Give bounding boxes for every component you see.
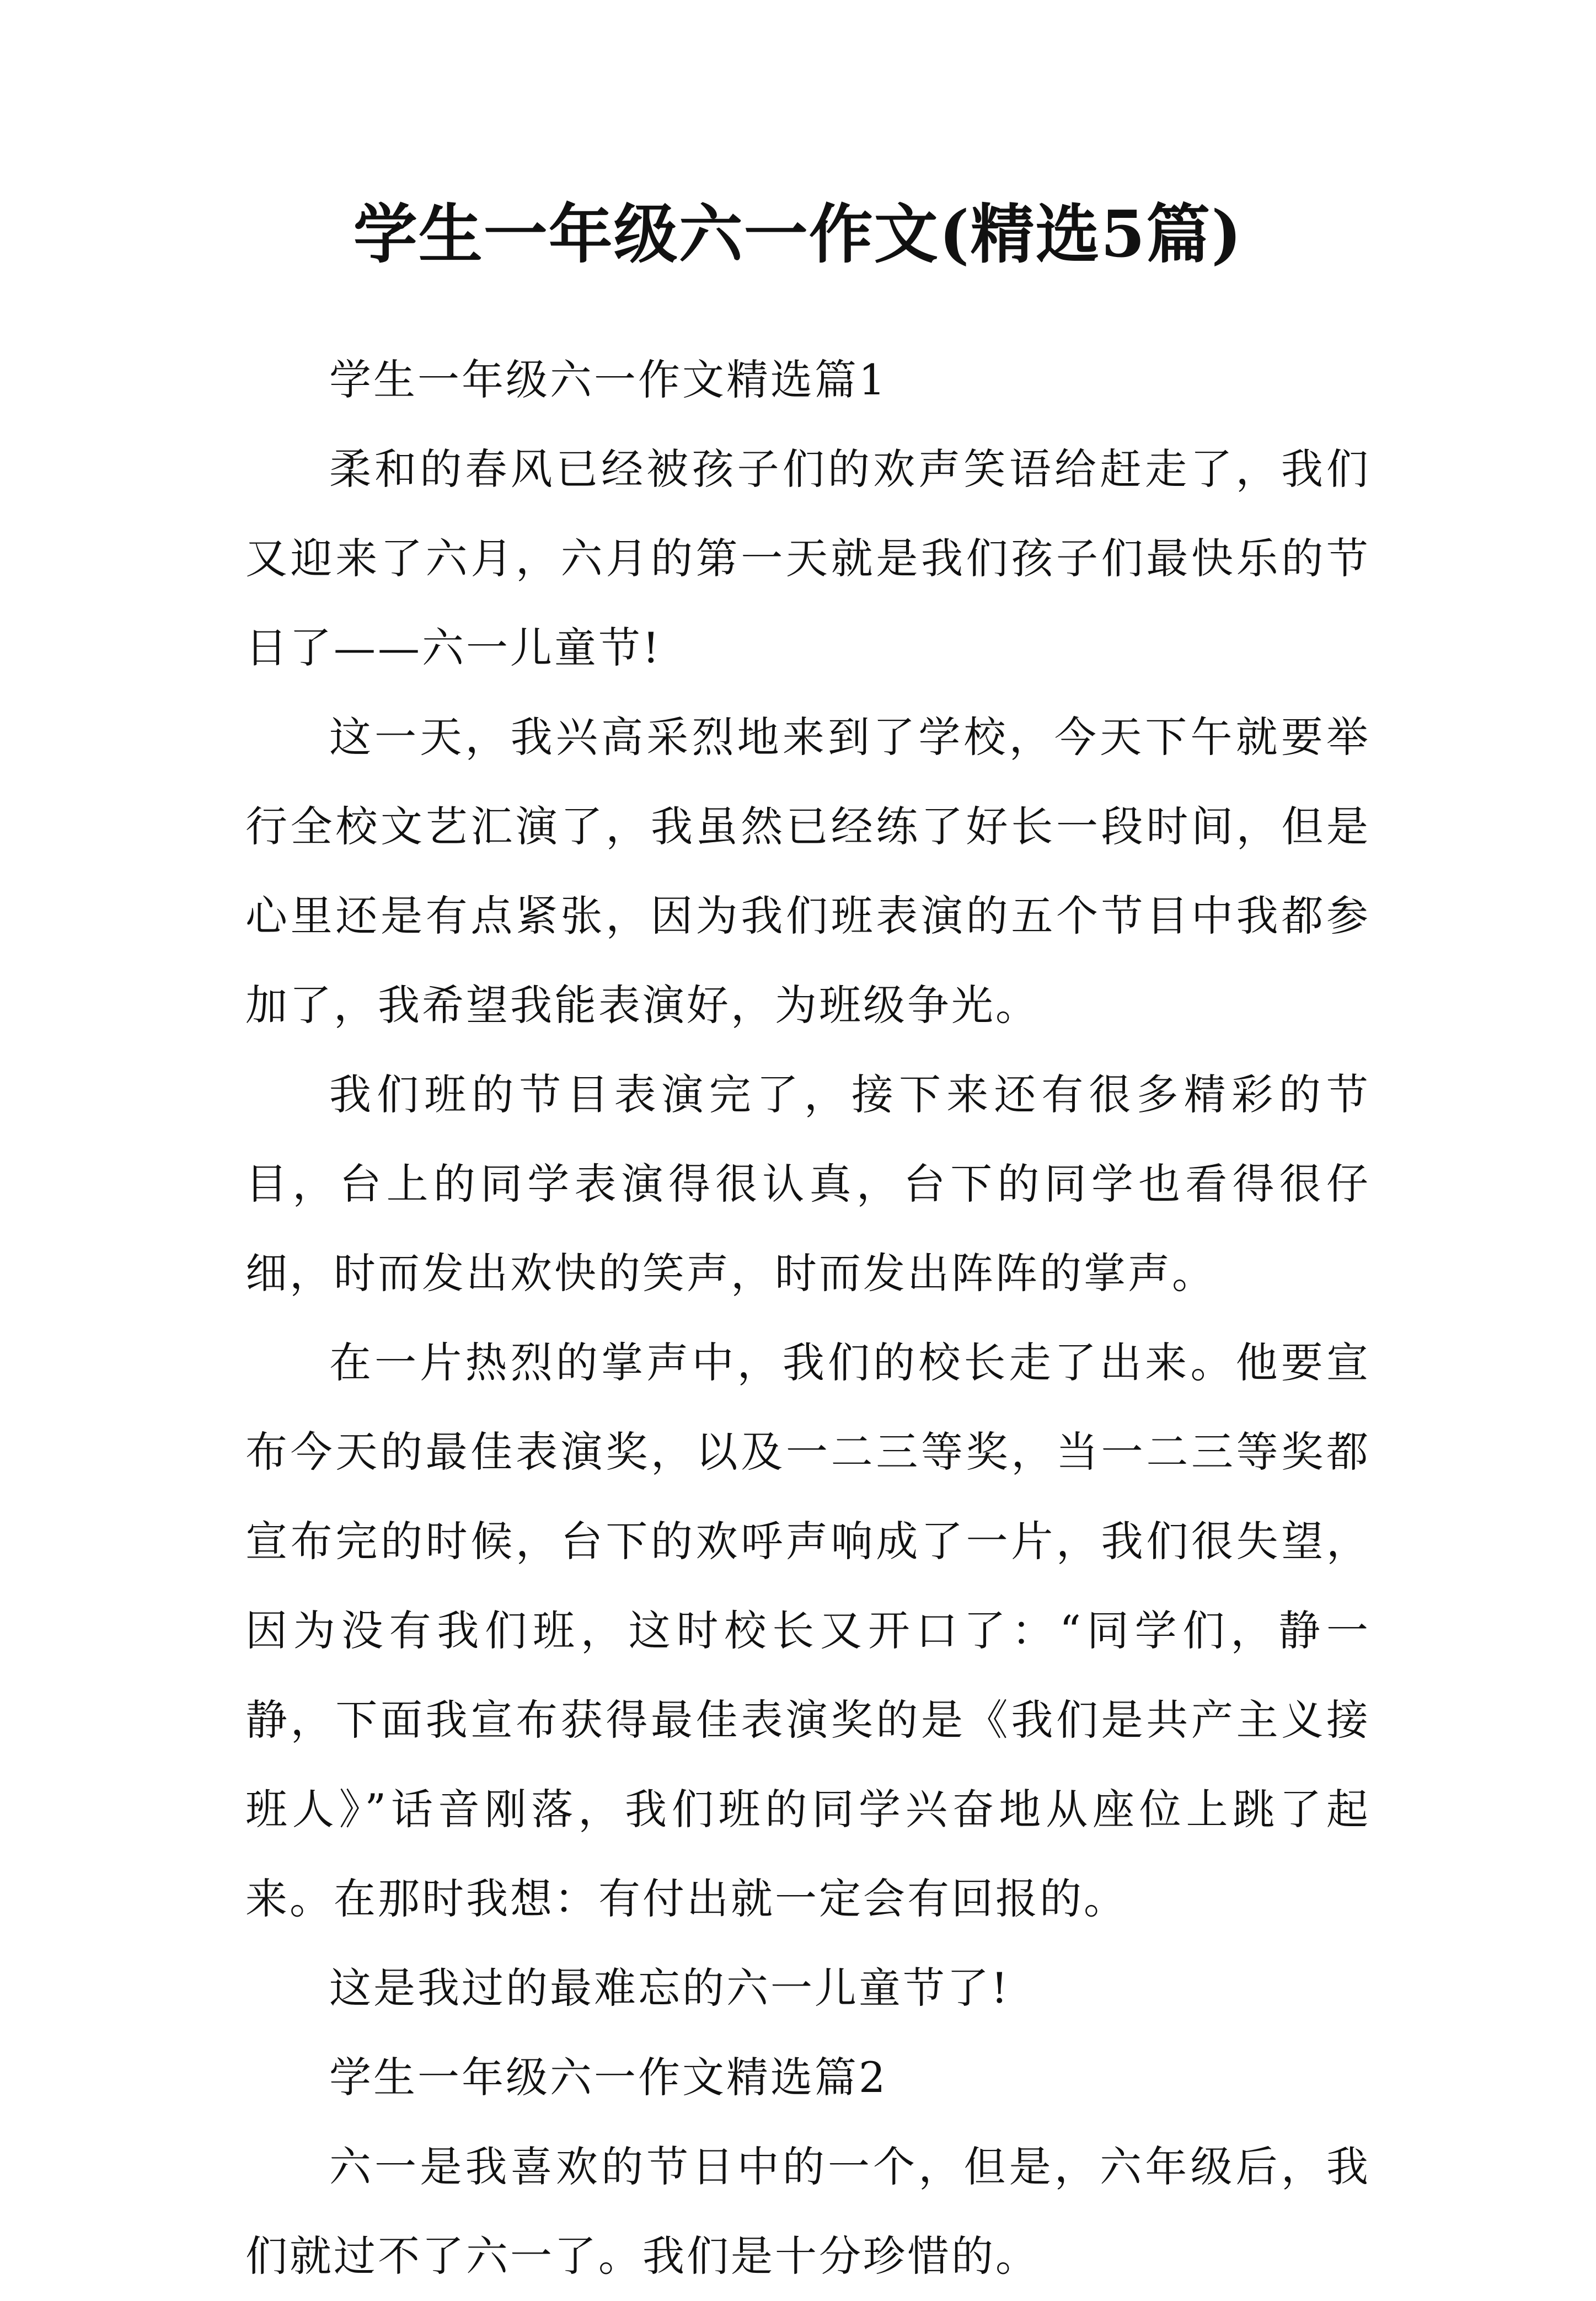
document-title: 学生一年级六一作文(精选5篇)	[353, 197, 1243, 272]
paragraph: 这是我过的最难忘的六一儿童节了!	[329, 1963, 1010, 2013]
section-heading-2: 学生一年级六一作文精选篇2	[329, 2053, 888, 2102]
paragraph: 柔和的春风已经被孩子们的欢声笑语给赶走了，我们又迎来了六月，六月的第一天就是我们孩子们最快乐的节日了——六一儿童节!	[245, 445, 1370, 672]
paragraph: 在一片热烈的掌声中，我们的校长走了出来。他要宣布今天的最佳表演奖，以及一二三等奖，当一二三等奖都宣布完的时候，台下的欢呼声响成了一片，我们很失望，因为没有我们班，这时校长又开口了：“同学们，静一静，下面我宣布获得最佳表演奖的是《我们是共产主义接班人》”话音刚落，我们班的同学兴奋地从座位上跳了起来。在那时我想：有付出就一定会有回报的。	[245, 1338, 1370, 1923]
paragraph: 我们班的节目表演完了，接下来还有很多精彩的节目，台上的同学表演得很认真，台下的同学也看得很仔细，时而发出欢快的笑声，时而发出阵阵的掌声。	[245, 1070, 1370, 1298]
paragraph: 六一是我喜欢的节日中的一个，但是，六年级后，我们就过不了六一了。我们是十分珍惜的。	[245, 2142, 1370, 2281]
section-heading-1: 学生一年级六一作文精选篇1	[329, 355, 888, 404]
paragraph: 这一天，我兴高采烈地来到了学校，今天下午就要举行全校文艺汇演了，我虽然已经练了好长一段时间，但是心里还是有点紧张，因为我们班表演的五个节目中我都参加了，我希望我能表演好，为班级争光。	[245, 713, 1370, 1030]
document-body	[245, 335, 1370, 2301]
